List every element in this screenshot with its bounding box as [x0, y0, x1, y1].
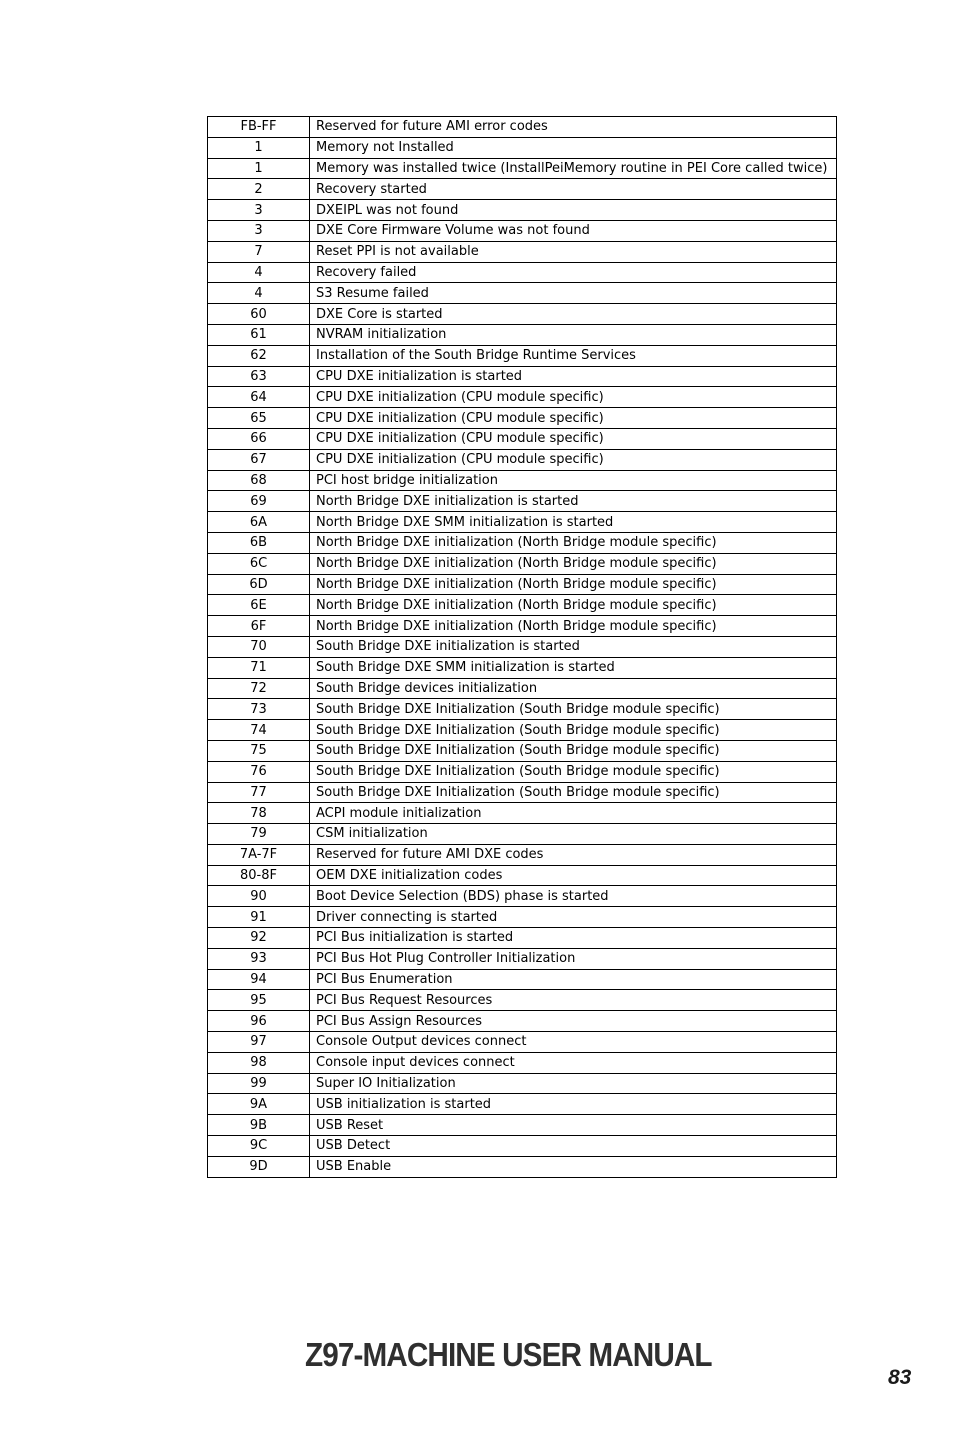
- post-code-cell: 95: [208, 990, 310, 1011]
- post-code-cell: 6C: [208, 553, 310, 574]
- table-row: [208, 1136, 837, 1157]
- table-row: [208, 782, 837, 803]
- description-cell: S3 Resume failed: [310, 283, 837, 304]
- description-cell: Super IO Initialization: [310, 1073, 837, 1094]
- table-row: [208, 907, 837, 928]
- description-cell: PCI host bridge initialization: [310, 470, 837, 491]
- table-row: [208, 824, 837, 845]
- table-row: [208, 158, 837, 179]
- table-row: [208, 761, 837, 782]
- post-code-cell: 92: [208, 928, 310, 949]
- table-row: [208, 740, 837, 761]
- table-row: [208, 720, 837, 741]
- post-code-cell: 96: [208, 1011, 310, 1032]
- description-cell: North Bridge DXE initialization (North Bridge module specific): [310, 553, 837, 574]
- post-code-cell: 67: [208, 449, 310, 470]
- description-cell: CSM initialization: [310, 824, 837, 845]
- description-cell: USB initialization is started: [310, 1094, 837, 1115]
- post-code-cell: 73: [208, 699, 310, 720]
- table-row: [208, 1156, 837, 1177]
- description-cell: ACPI module initialization: [310, 803, 837, 824]
- table-row: [208, 408, 837, 429]
- table-row: [208, 200, 837, 221]
- table-row: [208, 678, 837, 699]
- post-code-cell: 91: [208, 907, 310, 928]
- post-code-cell: 78: [208, 803, 310, 824]
- post-code-cell: 3: [208, 200, 310, 221]
- description-cell: Reserved for future AMI DXE codes: [310, 844, 837, 865]
- post-code-cell: 4: [208, 283, 310, 304]
- table-row: [208, 241, 837, 262]
- description-cell: Boot Device Selection (BDS) phase is started: [310, 886, 837, 907]
- description-cell: DXE Core is started: [310, 304, 837, 325]
- post-code-cell: 79: [208, 824, 310, 845]
- post-code-cell: 9B: [208, 1115, 310, 1136]
- description-cell: NVRAM initialization: [310, 324, 837, 345]
- table-row: [208, 387, 837, 408]
- description-cell: North Bridge DXE initialization (North Bridge module specific): [310, 595, 837, 616]
- description-cell: PCI Bus initialization is started: [310, 928, 837, 949]
- post-code-cell: 6A: [208, 512, 310, 533]
- description-cell: Reserved for future AMI error codes: [310, 117, 837, 138]
- table-row: [208, 324, 837, 345]
- post-code-cell: 65: [208, 408, 310, 429]
- description-cell: PCI Bus Assign Resources: [310, 1011, 837, 1032]
- description-cell: Console Output devices connect: [310, 1032, 837, 1053]
- description-cell: South Bridge DXE initialization is started: [310, 636, 837, 657]
- table-row: [208, 844, 837, 865]
- description-cell: Driver connecting is started: [310, 907, 837, 928]
- post-code-cell: 9C: [208, 1136, 310, 1157]
- description-cell: Memory not Installed: [310, 137, 837, 158]
- post-code-cell: 69: [208, 491, 310, 512]
- post-code-cell: 6E: [208, 595, 310, 616]
- post-code-cell: FB-FF: [208, 117, 310, 138]
- description-cell: Recovery started: [310, 179, 837, 200]
- post-code-table: [207, 116, 837, 1178]
- description-cell: North Bridge DXE initialization (North Bridge module specific): [310, 574, 837, 595]
- table-row: [208, 491, 837, 512]
- description-cell: Installation of the South Bridge Runtime Services: [310, 345, 837, 366]
- table-row: [208, 117, 837, 138]
- description-cell: South Bridge DXE SMM initialization is started: [310, 657, 837, 678]
- post-code-cell: 74: [208, 720, 310, 741]
- description-cell: South Bridge devices initialization: [310, 678, 837, 699]
- table-row: [208, 179, 837, 200]
- table-row: [208, 928, 837, 949]
- post-code-cell: 61: [208, 324, 310, 345]
- table-row: [208, 990, 837, 1011]
- table-row: [208, 595, 837, 616]
- post-code-cell: 75: [208, 740, 310, 761]
- post-code-cell: 98: [208, 1052, 310, 1073]
- post-code-cell: 90: [208, 886, 310, 907]
- description-cell: USB Enable: [310, 1156, 837, 1177]
- post-code-cell: 68: [208, 470, 310, 491]
- table-row: [208, 220, 837, 241]
- description-cell: North Bridge DXE initialization (North Bridge module specific): [310, 616, 837, 637]
- table-row: [208, 137, 837, 158]
- table-row: [208, 1052, 837, 1073]
- description-cell: South Bridge DXE Initialization (South Bridge module specific): [310, 782, 837, 803]
- description-cell: Recovery failed: [310, 262, 837, 283]
- table-row: [208, 803, 837, 824]
- table-row: [208, 449, 837, 470]
- table-row: [208, 262, 837, 283]
- description-cell: South Bridge DXE Initialization (South Bridge module specific): [310, 720, 837, 741]
- post-code-cell: 6D: [208, 574, 310, 595]
- description-cell: USB Reset: [310, 1115, 837, 1136]
- table-row: [208, 1073, 837, 1094]
- post-code-cell: 71: [208, 657, 310, 678]
- description-cell: PCI Bus Enumeration: [310, 969, 837, 990]
- table-row: [208, 345, 837, 366]
- description-cell: PCI Bus Hot Plug Controller Initialization: [310, 948, 837, 969]
- page-number: 83: [888, 1366, 912, 1389]
- table-row: [208, 636, 837, 657]
- post-code-cell: 60: [208, 304, 310, 325]
- post-code-cell: 6F: [208, 616, 310, 637]
- post-code-cell: 66: [208, 428, 310, 449]
- post-code-cell: 9A: [208, 1094, 310, 1115]
- description-cell: South Bridge DXE Initialization (South Bridge module specific): [310, 699, 837, 720]
- description-cell: North Bridge DXE initialization (North Bridge module specific): [310, 532, 837, 553]
- post-code-cell: 80-8F: [208, 865, 310, 886]
- description-cell: North Bridge DXE SMM initialization is started: [310, 512, 837, 533]
- post-code-cell: 62: [208, 345, 310, 366]
- table-row: [208, 616, 837, 637]
- post-code-cell: 70: [208, 636, 310, 657]
- table-row: [208, 366, 837, 387]
- description-cell: South Bridge DXE Initialization (South Bridge module specific): [310, 761, 837, 782]
- description-cell: DXEIPL was not found: [310, 200, 837, 221]
- post-code-cell: 1: [208, 137, 310, 158]
- table-row: [208, 969, 837, 990]
- description-cell: Memory was installed twice (InstallPeiMemory routine in PEI Core called twice): [310, 158, 837, 179]
- description-cell: PCI Bus Request Resources: [310, 990, 837, 1011]
- table-row: [208, 532, 837, 553]
- table-row: [208, 553, 837, 574]
- post-code-cell: 3: [208, 220, 310, 241]
- table-row: [208, 699, 837, 720]
- post-code-cell: 63: [208, 366, 310, 387]
- table-row: [208, 948, 837, 969]
- post-code-table-body: [208, 117, 837, 1178]
- description-cell: South Bridge DXE Initialization (South Bridge module specific): [310, 740, 837, 761]
- post-code-cell: 2: [208, 179, 310, 200]
- description-cell: CPU DXE initialization is started: [310, 366, 837, 387]
- table-row: [208, 657, 837, 678]
- post-code-cell: 64: [208, 387, 310, 408]
- description-cell: North Bridge DXE initialization is started: [310, 491, 837, 512]
- description-cell: CPU DXE initialization (CPU module specific): [310, 449, 837, 470]
- post-code-cell: 7A-7F: [208, 844, 310, 865]
- table-row: [208, 865, 837, 886]
- table-row: [208, 1115, 837, 1136]
- table-row: [208, 1094, 837, 1115]
- description-cell: DXE Core Firmware Volume was not found: [310, 220, 837, 241]
- description-cell: CPU DXE initialization (CPU module specific): [310, 428, 837, 449]
- table-row: [208, 512, 837, 533]
- description-cell: CPU DXE initialization (CPU module specific): [310, 387, 837, 408]
- post-code-cell: 72: [208, 678, 310, 699]
- manual-title: Z97-MACHINE USER MANUAL: [305, 1336, 712, 1373]
- description-cell: Console input devices connect: [310, 1052, 837, 1073]
- table-row: [208, 428, 837, 449]
- table-row: [208, 470, 837, 491]
- post-code-cell: 6B: [208, 532, 310, 553]
- post-code-cell: 1: [208, 158, 310, 179]
- post-code-cell: 9D: [208, 1156, 310, 1177]
- description-cell: OEM DXE initialization codes: [310, 865, 837, 886]
- post-code-cell: 7: [208, 241, 310, 262]
- post-code-cell: 76: [208, 761, 310, 782]
- description-cell: Reset PPI is not available: [310, 241, 837, 262]
- post-code-cell: 99: [208, 1073, 310, 1094]
- table-row: [208, 1011, 837, 1032]
- table-row: [208, 304, 837, 325]
- post-code-cell: 94: [208, 969, 310, 990]
- post-code-cell: 4: [208, 262, 310, 283]
- post-code-cell: 93: [208, 948, 310, 969]
- table-row: [208, 886, 837, 907]
- table-row: [208, 283, 837, 304]
- table-row: [208, 574, 837, 595]
- description-cell: CPU DXE initialization (CPU module specific): [310, 408, 837, 429]
- post-code-cell: 77: [208, 782, 310, 803]
- post-code-cell: 97: [208, 1032, 310, 1053]
- table-row: [208, 1032, 837, 1053]
- description-cell: USB Detect: [310, 1136, 837, 1157]
